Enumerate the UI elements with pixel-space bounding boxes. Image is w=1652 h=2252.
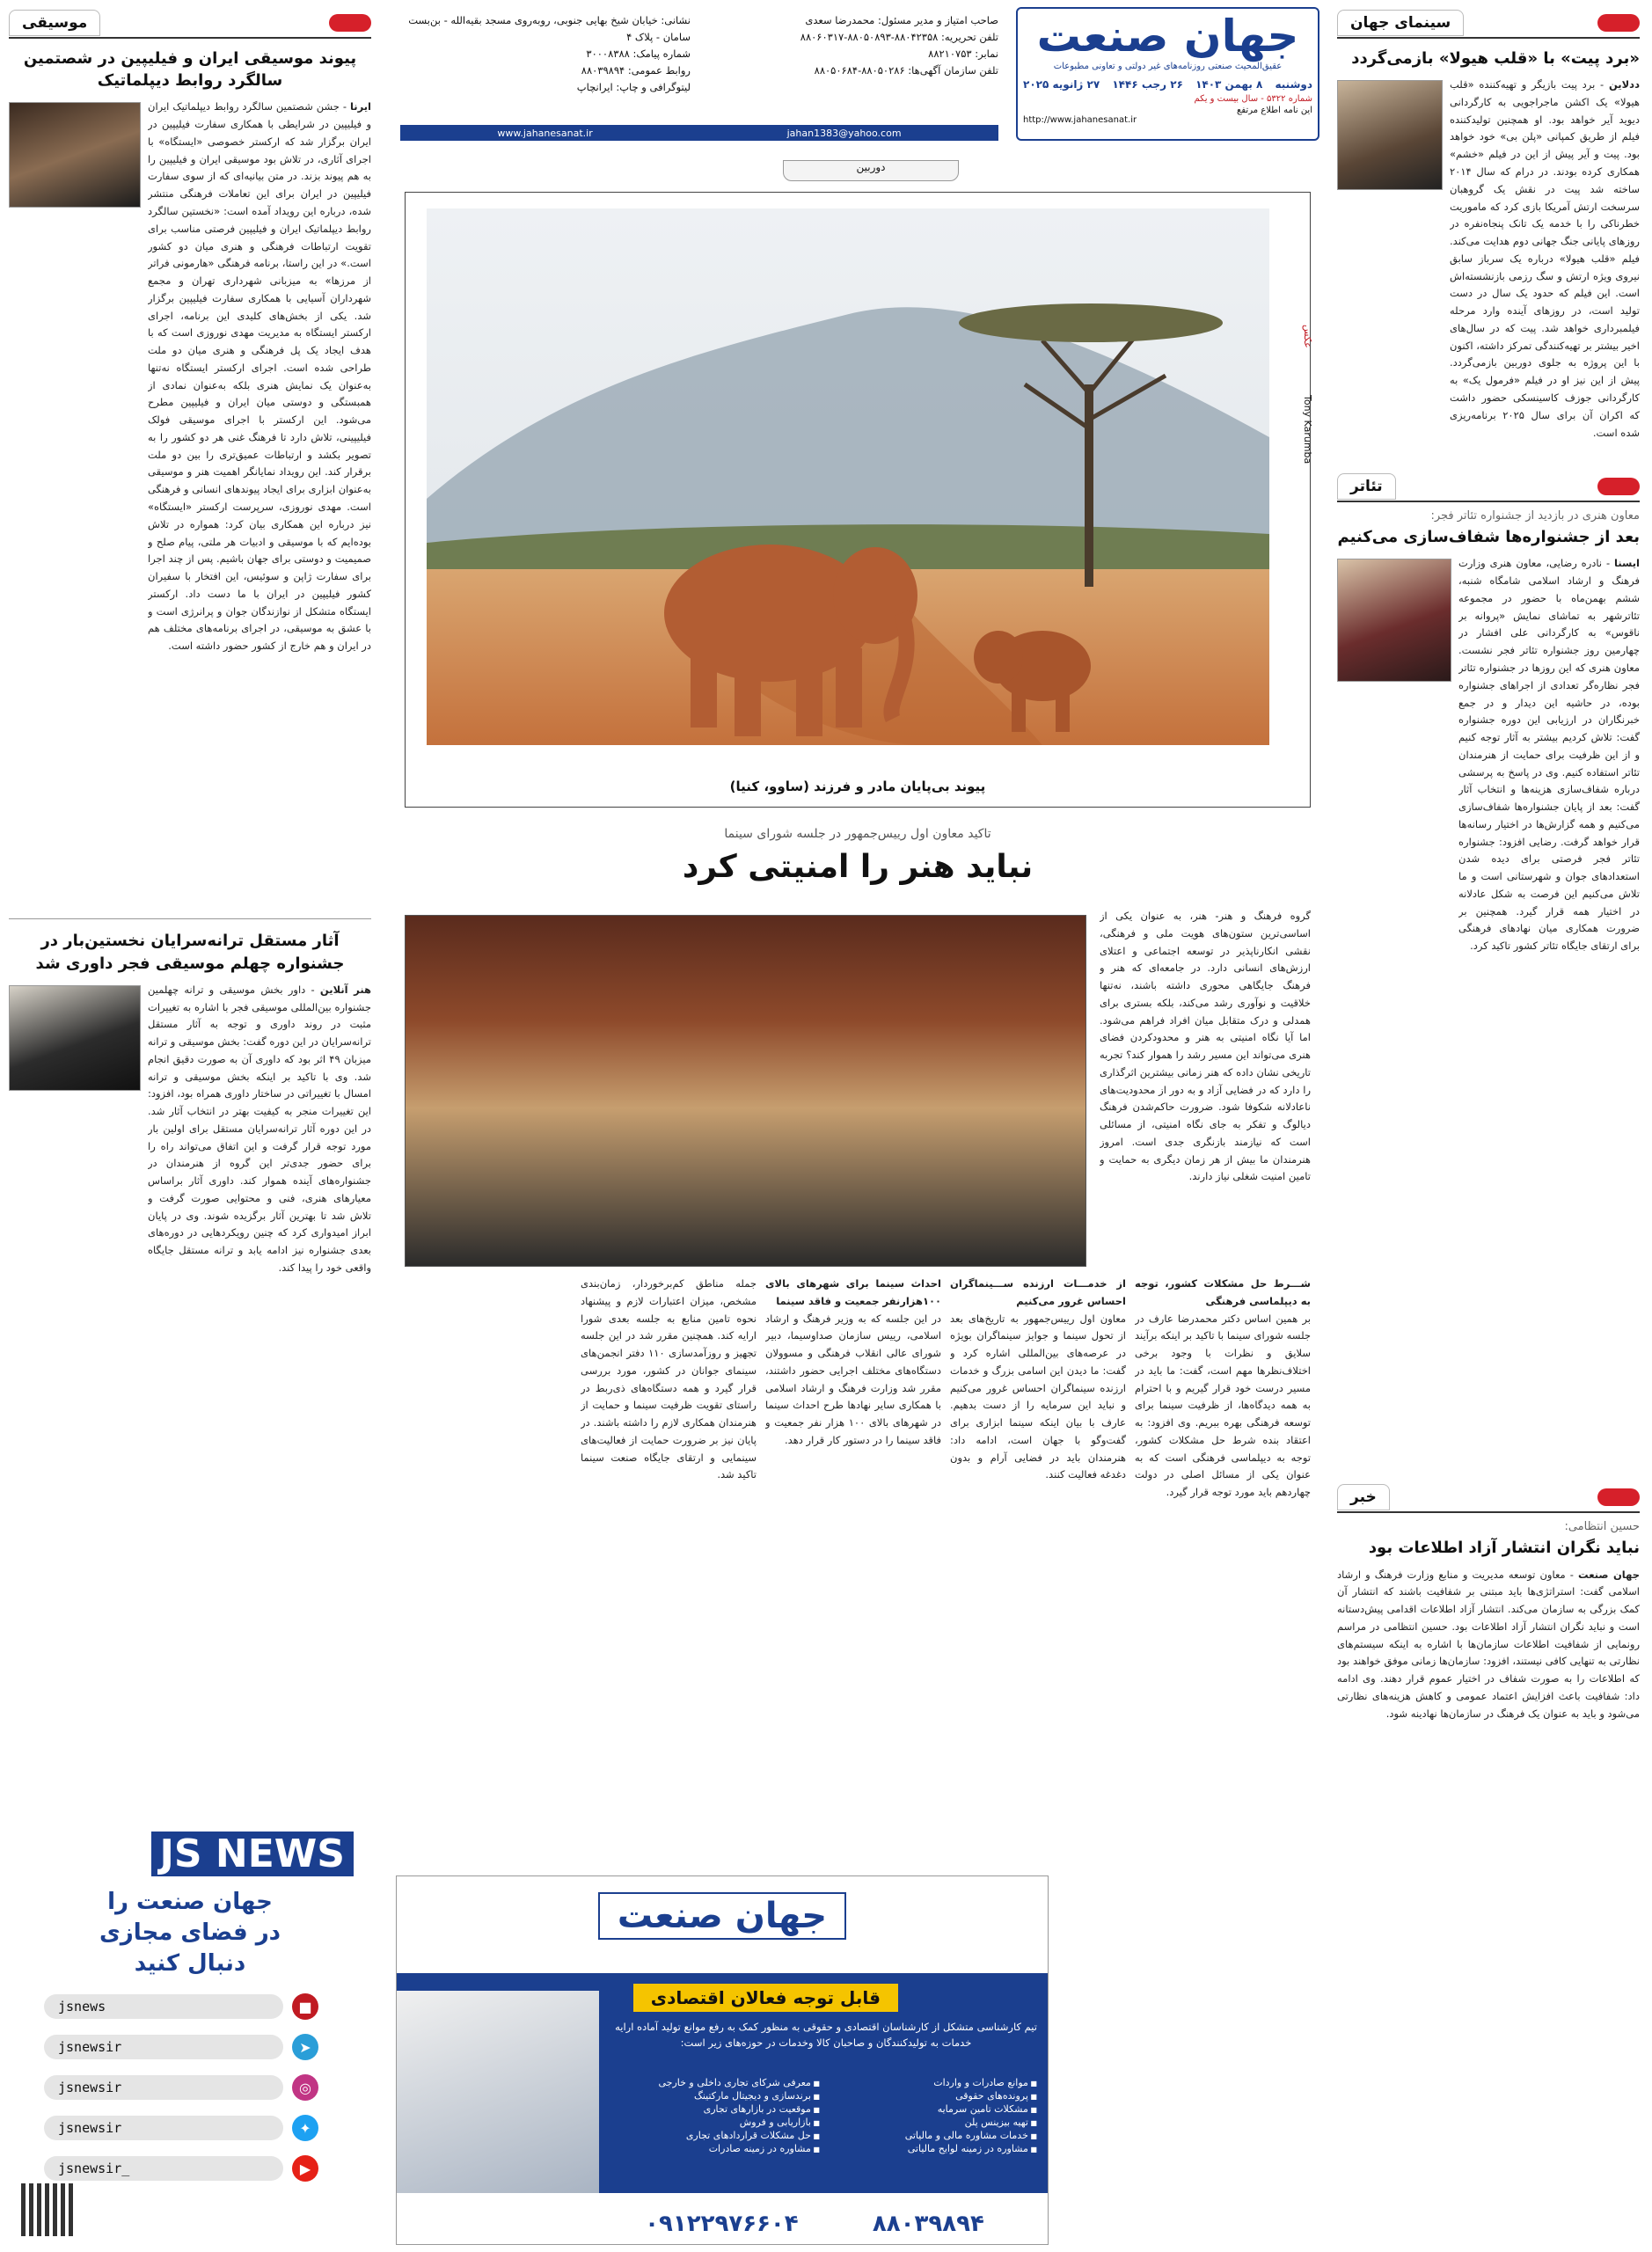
rezaei-photo — [1337, 559, 1451, 682]
story-body: ایسنا - نادره رضایی، معاون هنری وزارت فرهنگ و ارشاد اسلامی شامگاه شنبه، ششم بهمن‌ماه با حضور در مجموعه تئاترشهر به تماشای نمایش «پروانه بر ناقوس» به کارگردانی علی افشار در چهارمین روز جشنواره تئاتر فجر نشست. معاون هنری که این روزها در جشنواره تئاتر فجر نظاره‌گر تعدادی از اجراهای جشنواره بوده، در حاشیه این دیدار و در جمع خبرنگاران در ارزیابی این دوره جشنواره گفت: تلاش کردیم بیشتر به آثار توجه کنیم و از این ظرفیت برای حمایت از هنرمندان تئاتر استفاده کنیم. وی در پاسخ به پرسشی درباره شفاف‌سازی هزینه‌ها و انتخاب آثار گفت: بعد از پایان جشنواره‌ها شفاف‌سازی می‌کنیم و همه گزارش‌ها در اختیار رسانه‌ها قرار خواهد گرفت. رضایی افزود: جشنواره تئاتر فجر فرصتی برای دیده شدن استعدادهای جوان و شهرستانی است و ما تلاش می‌کنیم این فرصت به شکل عادلانه در اختیار همه قرار گیرد. همچنین بر ضرورت همکاری میان نهادهای فرهنگی برای ارتقای جایگاه تئاتر کشور تاکید کرد. — [1458, 557, 1640, 953]
main-story-col4: احداث سینما برای شهرهای بالای ۱۰۰هزارنفر جمعیت و فاقد سینما در این جلسه که به وزیر فرهنگ و ارشاد اسلامی، رییس سازمان صداوسیما، دبیر شورای عالی انقلاب فرهنگی و مسوولان دستگاه‌های مختلف اجرایی حضور داشتند، مقرر شد وزارت فرهنگ و ارشاد اسلامی با همکاری سایر نهادها طرح احداث سینما در شهرهای بالای ۱۰۰ هزار نفر جمعیت و فاقد سینما را در دستور کار قرار دهد. — [765, 1277, 941, 1446]
section-tag — [1597, 1488, 1640, 1506]
email-address[interactable]: jahan1383@yahoo.com — [786, 127, 902, 139]
ad-service: ■ بازاریابی و فروش — [615, 2117, 820, 2128]
section-label: خبر — [1337, 1484, 1390, 1510]
section-label: سینمای جهان — [1337, 10, 1464, 36]
section-head-theater — [1337, 472, 1640, 502]
story-headline[interactable]: آثار مستقل ترانه‌سرایان نخستین‌بار در جشنواره چهلم موسیقی فجر داوری شد — [35, 932, 345, 973]
price-note: این نامه اطلاع مرتفع — [1237, 106, 1312, 115]
story-headline[interactable]: «برد پیت» با «قلب هیولا» بازمی‌گردد — [1351, 49, 1640, 68]
masthead-website[interactable]: http://www.jahanesanat.ir — [1023, 115, 1137, 125]
social-handle[interactable]: jsnews — [44, 1994, 283, 2019]
main-kicker: تاکید معاون اول رییس‌جمهور در جلسه شورای سینما — [724, 827, 991, 841]
ad-logo: جهان صنعت — [598, 1892, 846, 1940]
ad-phone-mobile[interactable]: ۰۹۱۲۲۹۷۶۶۰۴ — [645, 2211, 799, 2237]
divider — [9, 918, 371, 919]
jsnews-title: JS NEWS — [151, 1832, 354, 1876]
economic-activists-ad[interactable] — [396, 1875, 1049, 2245]
issue-hijri: ۲۶ رجب ۱۴۴۶ — [1112, 78, 1183, 91]
story-body: ایرنا - جشن شصتمین سالگرد روابط دیپلماتیک ایران و فیلیپین در شرایطی با همکاری سفارت فیلیپین در ایران برگزار شد که ارکستر خصوصی «ایستگاه» با اجرای آثاری، در تلاش بود موسیقی ایران و فیلیپین را به هم پیوند بزند. در متن بیانیه‌ای که از سوی سفارت فیلیپین در ایران برای این تعاملات فرهنگی منتشر شده، درباره این رویداد آمده است: «نخستین سالگرد روابط دیپلماتیک ایران و فیلیپین فرصتی مناسب برای تقویت ارتباطات فرهنگی و هنری میان دو کشور است.» در این راستا، برنامه فرهنگی «هارمونی فراتر از مرزها» به میزبانی شهرداری تهران و مجمع شهرداران آسیایی با همکاری سفارت فیلیپین برگزار شد. یکی از بخش‌های کلیدی این برنامه، اجرای ارکستر ایستگاه به مدیریت مهدی نوروزی است که با هدف ایجاد یک پل فرهنگی و هنری میان دو ملت طراحی شده است. اجرای ارکستر ایستگاه نه‌تنها به‌عنوان یک نمایش هنری بلکه به‌عنوان نمادی از همبستگی و دوستی میان ایران و فیلیپین مطرح می‌شود. این ارکستر با اجرای موسیقی فولک فیلیپینی، تلاش دارد تا فرهنگ غنی هر دو کشور را به تصویر بکشد و ارتباطات عمیق‌تری را بین دو ملت برقرار کند. این رویداد نمایانگر اهمیت هنر و موسیقی به‌عنوان ابزاری برای ایجاد پیوندهای انسانی و فرهنگی است. مهدی نوروزی، سرپرست ارکستر «ایستگاه» نیز درباره این همکاری بیان کرد: همواره در تلاش بوده‌ایم که با موسیقی و ادبیات هر ملتی، پیام صلح و صمیمیت و دوستی برای جهان باشیم. پس از چند اجرا برای سفارت ژاپن و سوئیس، این افتخار با سفیران کشور فیلیپین در ایران با ما دست داد. ارکستر ایستگاه متشکل از نوازندگان جوان و پرانرژی است و با عشق به موسیقی، در اجرای برنامه‌های مختلف هم در ایران و هم خارج از کشور حضور داشته است. — [148, 100, 371, 653]
section-head-news — [1337, 1483, 1640, 1513]
right-column — [1325, 0, 1652, 2252]
ad-service: ■ موانع صادرات و واردات — [832, 2077, 1037, 2088]
twitter-icon: ✦ — [292, 2115, 318, 2141]
url-bar — [400, 125, 998, 141]
contact-info-2: نشانی: خیابان شیخ بهایی جنوبی، روبه‌روی مسجد بقیه‌الله - بن‌بست سامان - پلاک ۴ شماره پیامک: ۳۰۰۰۸۳۸۸ روابط عمومی: ۸۸۰۳۹۸۹۴ لیتوگرافی و چاپ: ایرانچاپ — [408, 14, 691, 93]
ad-phone-landline[interactable]: ۸۸۰۳۹۸۹۴ — [872, 2211, 984, 2237]
jsnews-box[interactable] — [9, 1823, 371, 2245]
story-lead: ددلاین — [1608, 78, 1640, 91]
main-headline[interactable]: نباید هنر را امنیتی کرد — [682, 849, 1034, 885]
ad-service: ■ مشاوره در زمینه صادرات — [615, 2143, 820, 2154]
story-headline[interactable]: پیوند موسیقی ایران و فیلیپین در شصتمین سالگرد روابط دیپلماتیک — [23, 49, 357, 91]
meeting-photo — [405, 915, 1086, 1267]
section-tag — [329, 14, 371, 32]
ad-service: ■ خدمات مشاوره مالی و مالیاتی — [832, 2130, 1037, 2141]
main-story-col2: شـــرط حل مشکلات کشور، توجه به دیپلماسی فرهنگی بر همین اساس دکتر محمدرضا عارف در جلسه شورای سینما با تاکید بر اینکه برآیند سلایق و نظرات با وجود برخی اختلاف‌نظرها مهم است، گفت: ما باید در مسیر درست خود قرار گیریم و با احترام به همه دیدگاه‌ها، از ظرفیت سینما برای توسعه فرهنگی بهره ببریم. وی افزود: به اعتقاد بنده شرط حل مشکلات کشور، توجه به دیپلماسی فرهنگی است که به عنوان یکی از مسائل اصلی در دولت چهاردهم باید مورد توجه قرار گیرد. — [1135, 1277, 1311, 1499]
jsnews-site-icon: ■ — [292, 1993, 318, 2020]
ad-services-list — [615, 2077, 1037, 2154]
contact-info-1: صاحب امتیاز و مدیر مسئول: محمدرضا سعدی تلفن تحریریه: ۸۸۰۴۲۳۵۸-۸۸۰۵۰۸۹۳-۸۸۰۶۰۳۱۷ نمابر: ۸۸۲۱۰۷۵۳ تلفن سازمان آگهی‌ها: ۸۸۰۵۰۲۸۶-۸۸۰۵۰۶۸۴ — [800, 14, 998, 77]
masthead — [1016, 7, 1319, 141]
social-row[interactable] — [44, 2155, 318, 2182]
elephants-photo — [427, 208, 1269, 745]
photo-section-label: دوربین — [783, 160, 959, 181]
section-label: تئاتر — [1337, 473, 1396, 500]
issue-day: دوشنبه — [1275, 78, 1312, 91]
photo-frame — [405, 192, 1311, 808]
center-column — [396, 0, 1319, 2252]
ad-service: ■ مشکلات تامین سرمایه — [832, 2103, 1037, 2115]
orchestra-photo — [9, 102, 141, 208]
section-head-world-cinema — [1337, 9, 1640, 39]
photo-tag: عکس — [1302, 325, 1313, 348]
story-headline[interactable]: بعد از جشنواره‌ها شفاف‌سازی می‌کنیم — [1337, 528, 1640, 547]
section-head-music — [9, 9, 371, 39]
ad-service: ■ مشاوره در زمینه لوایح مالیاتی — [832, 2143, 1037, 2154]
story-headline[interactable]: نباید نگران انتشار آزاد اطلاعات بود — [1368, 1539, 1640, 1558]
brad-pitt-photo — [1337, 80, 1443, 190]
section-tag — [1597, 14, 1640, 32]
photo-caption: پیوند بی‌پایان مادر و فرزند (ساوو، کنیا) — [729, 779, 986, 794]
issue-date: ۸ بهمن ۱۴۰۳ — [1195, 78, 1263, 91]
social-handle[interactable]: jsnewsir — [44, 2075, 283, 2100]
issue-greg: ۲۷ ژانویه ۲۰۲۵ — [1023, 78, 1100, 91]
newspaper-logo: جهان صنعت — [1036, 11, 1299, 62]
main-story-col5: جمله مناطق کم‌برخوردار، زمان‌بندی مشخص، میزان اعتبارات لازم و پیشنهاد نحوه تامین منابع به جلسه بعدی شورا ارایه کند. همچنین مقرر شد در این جلسه تجهیز و روزآمدسازی ۱۱۰ دفتر انجمن‌های سینمای جوانان در کشور، مورد بررسی قرار گیرد و همه دستگاه‌های ذی‌ربط در راستای تقویت ظرفیت سینما و حمایت از هنرمندان همکاری لازم را داشته باشند. در پایان نیز بر ضرورت حمایت از فعالیت‌های سینمایی و ارتقای جایگاه صنعت سینما تاکید شد. — [581, 1277, 757, 1481]
telegram-icon: ➤ — [292, 2034, 318, 2060]
issue-number: شماره ۵۳۲۲ - سال بیست و یکم — [1194, 94, 1312, 104]
social-handle[interactable]: jsnewsir_ — [44, 2156, 283, 2181]
ad-service: ■ تهیه بیزینس پلن — [832, 2117, 1037, 2128]
instagram-icon: ◎ — [292, 2074, 318, 2101]
site-url[interactable]: www.jahanesanat.ir — [497, 127, 593, 139]
ad-phones — [608, 2211, 1021, 2237]
ad-service: ■ پرونده‌های حقوقی — [832, 2090, 1037, 2102]
jsnews-subtitle: جهان صنعت را در فضای مجازی دنبال کنید — [99, 1889, 281, 1978]
ad-service: ■ برندسازی و دیجیتال مارکتینگ — [615, 2090, 820, 2102]
ad-description: تیم کارشناسی متشکل از کارشناسان اقتصادی و حقوقی به منظور کمک به رفع موانع تولید آماده ارایه خدمات به تولیدکنندگان و صاحبان کالا وخدمات در حوزه‌های زیر است: — [615, 2021, 1037, 2050]
story-kicker: معاون هنری در بازدید از جشنواره تئاتر فجر: — [1430, 509, 1640, 523]
ad-service: ■ موقعیت در بازارهای تجاری — [615, 2103, 820, 2115]
main-story-col3: از خدمـــات ارزنده ســـینماگران احساس غرور می‌کنیم معاون اول رییس‌جمهور به تاریخ‌های بعد از تحول سینما و جوایز سینماگران بویژه در عرصه‌های بین‌المللی اشاره کرد و گفت: ما دیدن این اسامی بزرگ و خدمات ارزنده سینماگران احساس غرور می‌کنیم و نباید این سرمایه را از دست بدهیم. عارف با بیان اینکه سینما ابزاری برای گفت‌وگو با جهان است، ادامه داد: هنرمندان باید در فضایی آرام و بدون دغدغه فعالیت کنند. — [950, 1277, 1126, 1481]
ad-service: ■ حل مشکلات قراردادهای تجاری — [615, 2130, 820, 2141]
story-body: ددلاین - برد پیت بازیگر و تهیه‌کننده «قلب هیولا» یک اکشن ماجراجویی به کارگردانی دیوید آیر خواهد بود. او همچنین تولیدکننده فیلم از طریق کمپانی «پلن بی» خود خواهد بود. پیت و آیر پیش از این در فیلم «خشم» همکاری کرده بودند. در درام که سال ۲۰۱۴ ساخته شد پیت در نقش یک گروهبان سرسخت ارتش آمریکا بازی کرد که ماموریت خطرناکی را با خدمه یک تانک پنجاه‌نفره در روزهای پایانی جنگ جهانی دوم هدایت می‌کند. فیلم «قلب هیولا» درباره یک سرباز سابق نیروی ویژه ارتش و سگ رزمی بازنشسته‌اش است. این فیلم که حدود یک سال در دست تولید است، در روزهای آینده وارد مرحله فیلمبرداری خواهد شد. پیت که در سال‌های اخیر بیشتر بر تهیه‌کنندگی تمرکز داشته، اکنون با این پروژه به جلوی دوربین بازمی‌گردد. پیش از این نیز او در فیلم «فرمول یک» به کارگردانی جوزف کاسینسکی حضور داشت که اکران آن برای سال ۲۰۲۵ برنامه‌ریزی شده است. — [1450, 78, 1640, 439]
social-row[interactable] — [44, 2115, 318, 2141]
main-story-col1: گروه فرهنگ و هنر- هنر، به عنوان یکی از اساسی‌ترین ستون‌های هویت ملی و فرهنگی، نقشی انکارناپذیر در توسعه اجتماعی و اعتلای ارزش‌های انسانی دارد. در جامعه‌ای که هنر و فرهنگ جایگاهی محوری داشته باشند، نه‌تنها خلاقیت و نوآوری رشد می‌کند، بلکه بستری برای همدلی و درک متقابل میان افراد فراهم می‌شود. اما آیا نگاه امنیتی به هنر و محدودکردن فضای هنری می‌تواند این مسیر رشد را هموار کند؟ تجربه تاریخی نشان داده که هنر زمانی بیشترین اثرگذاری را دارد که در فضایی آزاد و به دور از محدودیت‌های ناعادلانه شکوفا شود. ضرورت حاکم‌شدن فرهنگ دیالوگ و تفکر به جای نگاه امنیتی، از مسائلی است که نیازمند بازنگری جدی است. امروز هنرمندان ما بیش از هر زمان دیگری به حمایت و تامین امنیت شغلی نیاز دارند. — [1100, 910, 1311, 1183]
photo-credit: Tony Karumba — [1302, 395, 1313, 464]
social-row[interactable] — [44, 2034, 318, 2060]
story-body: جهان صنعت - معاون توسعه مدیریت و منابع وزارت فرهنگ و ارشاد اسلامی گفت: استراتژی‌ها باید مبتنی بر شفافیت باشند که انتشار آن کمک بزرگی به سازمان می‌کند. انتشار آزاد اطلاعات اقدامی پیش‌دستانه است و نباید نگران انتشار آزاد اطلاعات بود. حسین انتظامی در مراسم رونمایی از شفافیت اطلاعات سازمان‌ها با اشاره به اینکه سیستم‌های نظارتی به تنهایی کافی نیستند، افزود: سازمان‌ها زمانی موفق خواهند بود که اطلاعات را به صورت شفاف در اختیار عموم قرار دهند. وی ادامه داد: شفافیت باعث افزایش اعتماد عمومی و کاهش هزینه‌های نظارتی می‌شود و باید به عنوان یک فرهنگ در سازمان‌ها نهادینه شود. — [1337, 1568, 1640, 1720]
social-handle[interactable]: jsnewsir — [44, 2116, 283, 2140]
newspaper-subtitle: عقیق‌المحیث صنعتی روزنامه‌های غیر دولتی و تعاونی مطبوعات — [1053, 62, 1283, 71]
ad-service: ■ معرفی شرکای تجاری داخلی و خارجی — [615, 2077, 820, 2088]
story-kicker: حسین انتظامی: — [1564, 1520, 1640, 1534]
ad-image — [397, 1991, 599, 2193]
story-body: هنر آنلاین - داور بخش موسیقی و ترانه چهلمین جشنواره بین‌المللی موسیقی فجر با اشاره به تغییرات مثبت در روند داوری و توجه به آثار مستقل ترانه‌سرایان در این دوره گفت: بخش موسیقی و ترانه میزبان ۴۹ اثر بود که داوری آن به صورت دقیق انجام شد. وی با تاکید بر اینکه بخش موسیقی و ترانه امسال با تغییراتی در ساختار داوری همراه بود، افزود: این تغییرات منجر به کیفیت بهتر در انتخاب آثار شد. در این دوره آثار ترانه‌سرایان مستقل برای اولین بار مورد توجه قرار گرفت و این اتفاق می‌تواند راه را برای حضور جدی‌تر این گروه از هنرمندان در جشنواره‌های آینده هموار کند. داوری آثار براساس معیارهای هنری، فنی و محتوایی صورت گرفت و تلاش شد تا بهترین آثار برگزیده شوند. وی در پایان ابراز امیدواری کرد که چنین رویکردهایی در دوره‌های بعدی جشنواره نیز ادامه یابد و ترانه مستقل جایگاه واقعی خود را پیدا کند. — [148, 983, 371, 1274]
juror-photo — [9, 985, 141, 1091]
social-row[interactable] — [44, 2074, 318, 2101]
youtube-icon: ▶ — [292, 2155, 318, 2182]
social-handle[interactable]: jsnewsir — [44, 2035, 283, 2059]
section-label: موسیقی — [9, 10, 100, 36]
section-tag — [1597, 478, 1640, 495]
ad-title: قابل توجه فعالان اقتصادی — [633, 1984, 898, 2012]
qr-code-icon — [21, 2183, 74, 2236]
social-row[interactable] — [44, 1993, 318, 2020]
